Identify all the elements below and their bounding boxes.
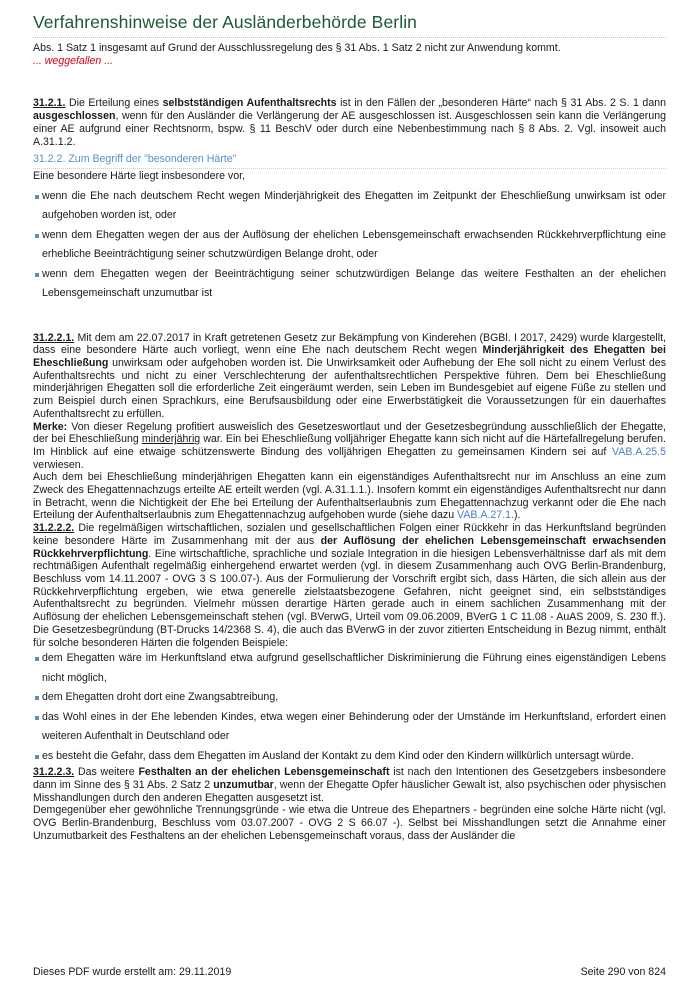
removed-note: ... weggefallen ... [33, 54, 114, 67]
text: Auch dem bei Eheschließung minderjährigen Ehegatten kann ein eigenständiges Aufenthaltsrecht nur im Anschluss an eine zum Zweck des Ehegattennachzugs erteilte AE erteilt werden (vgl. A.31.1.1.). Insofern kommt ein eigenständiges Aufenthaltsrecht nur dann in Betracht, wenn die Nichtigkeit der Ehe bei Erteilung der Aufenthaltserlaubnis zum Ehegattennachzug verkannt oder die Ehe nach Erteilung der Aufenthaltserlaubnis zum Ehegattennachzug aufgehoben wurde (siehe dazu [33, 471, 666, 522]
subsection-heading: 31.2.2. Zum Begriff der "besonderen Härte" [33, 153, 237, 166]
bold-term: Festhalten an der ehelichen Lebensgemeinschaft [138, 766, 390, 779]
created-date: Dieses PDF wurde erstellt am: 29.11.2019 [33, 966, 232, 978]
hardship-list [33, 187, 666, 304]
bullet-icon [35, 195, 39, 199]
header-divider [33, 37, 666, 38]
text: Das weitere [74, 766, 139, 779]
bullet-icon [35, 273, 39, 277]
page-number: Seite 290 von 824 [580, 966, 666, 978]
section-number: 31.2.1. [33, 97, 66, 110]
bold-term: selbstständigen Aufenthaltsrechts [162, 97, 337, 110]
section-31-2-2-3 [33, 766, 666, 804]
subsection-divider [33, 168, 666, 169]
list-item [33, 747, 666, 767]
text: . Eine wirtschaftliche, sprachliche und soziale Integration in die hiesigen Lebensverhältnisse darf als mit dem rechtmäßigen Aufenthalt regelmäßig einhergehend erwartet werden (vgl. in diesem Zusammenhang auch OVG Berlin-Brandenburg, Beschluss vom 14.11.2007 - OVG 3 S 100.07-). Aus der Formulierung der Vorschrift ergibt sich, dass Härten, die sich allein aus der Rückkehrverpflichtung ergeben, wie etwa generelle zielstaatsbezogene Gefahren, nicht geeignet sind, ein selbstständiges Aufenthaltsrecht zu begründen. Vielmehr müssen derartige Härten gerade auch in einem sachlichen Zusammenhang mit der Auflösung der ehelichen Lebensgemeinschaft stehen (vgl. BVerwG, Urteil vom 09.06.2009, BVerG 1 C 11.08 - AuAS 2009, S. 230 ff.). Die Gesetzesbegründung (BT-Drucks 14/2368 S. 4), die auch das BVerwG in der zuvor zitierten Entscheidung in Bezug nimmt, enthält für solche besonderen Härten die folgenden Beispiele: [33, 547, 666, 649]
text: , wenn der Ehegatte Opfer häuslicher Gewalt ist, also psychischen oder physischen Misshandlungen durch den anderen Ehegatten ausgesetzt ist. [33, 778, 667, 804]
list-item [33, 708, 666, 747]
subsection-lead: Eine besondere Härte liegt insbesondere vor, [33, 169, 246, 182]
link-vab-a-25-5[interactable]: VAB.A.25.5 [612, 445, 666, 458]
list-item-text: es besteht die Gefahr, dass dem Ehegatten im Ausland der Kontakt zu dem Kind oder den Kindern willkürlich untersagt würde. [42, 749, 634, 762]
list-item [33, 688, 666, 708]
list-item-text: wenn dem Ehegatten wegen der aus der Auflösung der ehelichen Lebensgemeinschaft erwachsenden Rückkehrverpflichtung eine erhebliche Beeinträchtigung seiner schutzwürdigen Belange droht, oder [42, 228, 666, 261]
list-item [33, 226, 666, 265]
bold-term: Minderjährigkeit des Ehegatten bei Eheschließung [33, 344, 666, 370]
list-item-text: das Wohl eines in der Ehe lebenden Kindes, etwa wegen einer Behinderung oder der Umstände im Herkunftsland, erfordert einen weiteren Aufenthalt in Deutschland oder [42, 710, 666, 743]
merke-label: Merke: [33, 420, 68, 433]
link-vab-a-27-1[interactable]: VAB.A.27.1. [457, 509, 514, 522]
intro-paragraph [33, 42, 666, 67]
bold-term: der Auflösung der ehelichen Lebensgemeinschaft erwachsenden Rückkehrverpflichtung [33, 534, 666, 560]
section-31-2-2-1 [33, 332, 666, 421]
section-number: 31.2.2.2. [33, 522, 75, 535]
section-31-2-2-2 [33, 522, 666, 649]
list-item-text: wenn die Ehe nach deutschem Recht wegen Minderjährigkeit des Ehegatten im Zeitpunkt der Eheschließung unwirksam ist oder aufgehoben worden ist, oder [42, 189, 666, 222]
merke-paragraph [33, 421, 666, 472]
text: Die Erteilung eines [65, 97, 163, 110]
text: Die regelmäßigen wirtschaftlichen, sozialen und gesellschaftlichen Folgen einer Rückkehr in das Herkunftsland begründen keine besondere Härte im Zusammenhang mit der aus [33, 522, 666, 547]
section-31-2-1 [33, 97, 666, 148]
text: , wenn für den Ausländer die Verlängerung der AE ausgeschlossen ist. Ausgeschlossen sein kann die Verlängerung einer AE aufgrund einer Rechtsnorm, bspw. § 11 BeschV oder durch eine Nebenbestimmung nach § 8 Abs. 2. Vgl. insoweit auch A.31.1.2. [33, 110, 666, 148]
page-title: Verfahrenshinweise der Ausländerbehörde Berlin [33, 12, 418, 32]
bullet-icon [35, 696, 39, 700]
text: ist nach den Intentionen des Gesetzgebers insbesondere dann im Sinne des § 31 Abs. 2 Satz 2 [33, 766, 666, 791]
list-item-text: dem Ehegatten droht dort eine Zwangsabtreibung, [42, 691, 279, 704]
text: Von dieser Regelung profitiert ausweislich des Gesetzeswortlaut und der Gesetzesbegründung ausschließlich der Ehegatte, der bei Eheschließung [33, 420, 666, 446]
text: Mit dem am 22.07.2017 in Kraft getretenen Gesetz zur Bekämpfung von Kinderehen (BGBl. I 2017, 2429) wurde klargestellt, dass eine besondere Härte auch vorliegt, wenn eine Ehe nach deutschem Recht wegen [33, 331, 666, 357]
examples-list [33, 649, 666, 766]
section-number: 31.2.2.1. [33, 331, 75, 344]
text: verwiesen. [33, 458, 84, 471]
text: ist in den Fällen der „besonderen Härte“ nach § 31 Abs. 2 S. 1 dann [336, 97, 666, 110]
bullet-icon [35, 716, 39, 720]
paragraph: Demgegenüber eher gewöhnliche Trennungsgründe - wie etwa die Untreue des Ehepartners - begründen eine solche Härte nicht (vgl. OVG Berlin-Brandenburg, Beschluss vom 03.07.2007 - OVG 2 S 66.07 -). Selbst bei Misshandlungen setzt die Annahme einer Unzumutbarkeit des Festhaltens an der ehelichen Lebensgemeinschaft voraus, dass der Ausländer die [33, 804, 666, 842]
list-item-text: wenn dem Ehegatten wegen der Beeinträchtigung seiner schutzwürdigen Belange das weitere Festhalten an der ehelichen Lebensgemeinschaft unzumutbar ist [42, 267, 666, 300]
section-number: 31.2.2.3. [33, 766, 75, 779]
text: unwirksam oder aufgehoben worden ist. Die Unwirksamkeit oder Aufhebung der Ehe soll nicht zu einem Verlust des Aufenthaltsrechts und nicht zu einer Verschlechterung der aufenthaltsrechtlichen Perspektive führen. Dem bei Eheschließung minderjährigen Ehegatten soll die erforderliche Zeit eingeräumt werden, sein Leben im Bundesgebiet auf eigene Füße zu stellen und zum Beispiel durch einen Sprachkurs, eine Berufsausbildung oder eine Erwerbstätigkeit die Voraussetzungen für ein dauerhaftes Aufenthaltsrecht zu erfüllen. [33, 357, 666, 420]
bullet-icon [35, 657, 39, 661]
list-item-text: dem Ehegatten wäre im Herkunftsland etwa aufgrund gesellschaftlicher Diskriminierung die Führung eines eigenständigen Lebens nicht möglich, [42, 652, 666, 684]
paragraph [33, 471, 666, 522]
document-body [33, 42, 666, 842]
list-item [33, 649, 666, 688]
bullet-icon [35, 234, 39, 238]
bullet-icon [35, 755, 39, 759]
text: ). [513, 509, 521, 522]
list-item [33, 187, 666, 226]
bold-term: ausgeschlossen [33, 110, 116, 123]
list-item [33, 265, 666, 304]
intro-text: Abs. 1 Satz 1 insgesamt auf Grund der Ausschlussregelung des § 31 Abs. 1 Satz 2 nicht zur Anwendung kommt. [33, 42, 561, 54]
text: war. Ein bei Eheschließung volljähriger Ehegatte kann sich nicht auf die Härtefallregelung berufen. Im Hinblick auf eine etwaige schützenswerte Bindung des volljährigen Ehegatten zu gemeinsamen Kindern sei auf [33, 433, 666, 458]
underlined-term: minderjährig [141, 433, 201, 446]
bold-term: unzumutbar [213, 778, 274, 791]
